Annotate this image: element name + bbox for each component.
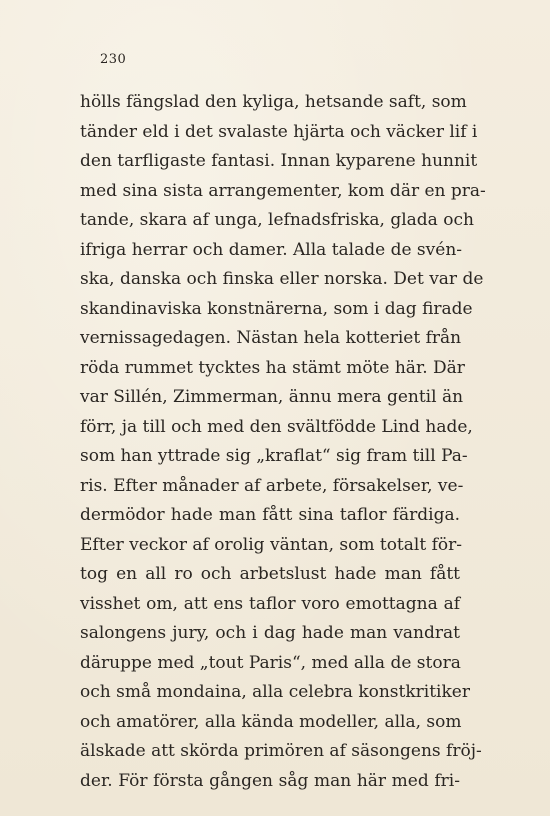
text-line: ifriga herrar och damer. Alla talade de svén- bbox=[80, 239, 463, 260]
text-line: röda rummet tycktes ha stämt möte här. Där bbox=[80, 357, 465, 378]
text-line: den tarfligaste fantasi. Innan kyparene hunnit bbox=[80, 151, 478, 171]
text-line: som han yttrade sig „kraflat“ sig fram till Pa- bbox=[80, 446, 468, 466]
text-line: vernissagedagen. Nästan hela kotteriet från bbox=[80, 328, 462, 348]
text-line: skandinaviska konstnärerna, som i dag firade bbox=[80, 298, 473, 319]
text-line: tänder eld i det svalaste hjärta och väcker lif i bbox=[80, 121, 478, 142]
body-text bbox=[80, 88, 486, 796]
page-number: 230 bbox=[100, 52, 127, 67]
text-line: och små mondaina, alla celebra konstkritiker bbox=[80, 682, 470, 702]
text-line: der. För första gången såg man här med fri- bbox=[80, 770, 460, 791]
text-line: med sina sista arrangementer, kom där en pra- bbox=[80, 180, 486, 201]
text-line: hölls fängslad den kyliga, hetsande saft, som bbox=[80, 92, 467, 112]
text-line: visshet om, att ens taflor voro emottagna af bbox=[80, 593, 460, 614]
text-line: däruppe med „tout Paris“, med alla de stora bbox=[80, 652, 461, 673]
text-line: salongens jury, och i dag hade man vandrat bbox=[80, 623, 460, 643]
text-line: förr, ja till och med den svältfödde Lind hade, bbox=[80, 416, 473, 437]
text-line: och amatörer, alla kända modeller, alla, som bbox=[80, 711, 462, 732]
text-line: ska, danska och finska eller norska. Det var de bbox=[80, 269, 484, 289]
text-line: ris. Efter månader af arbete, försakelser, ve- bbox=[80, 475, 464, 496]
text-line: Efter veckor af orolig väntan, som totalt för- bbox=[80, 534, 462, 555]
text-line: tande, skara af unga, lefnadsfriska, glada och bbox=[80, 210, 474, 230]
text-line: var Sillén, Zimmerman, ännu mera gentil än bbox=[80, 387, 464, 407]
text-line: älskade att skörda primören af säsongens fröj- bbox=[80, 741, 482, 761]
text-line: dermödor hade man fått sina taflor färdiga. bbox=[80, 505, 460, 525]
text-line: tog en all ro och arbetslust hade man fått bbox=[80, 564, 460, 584]
